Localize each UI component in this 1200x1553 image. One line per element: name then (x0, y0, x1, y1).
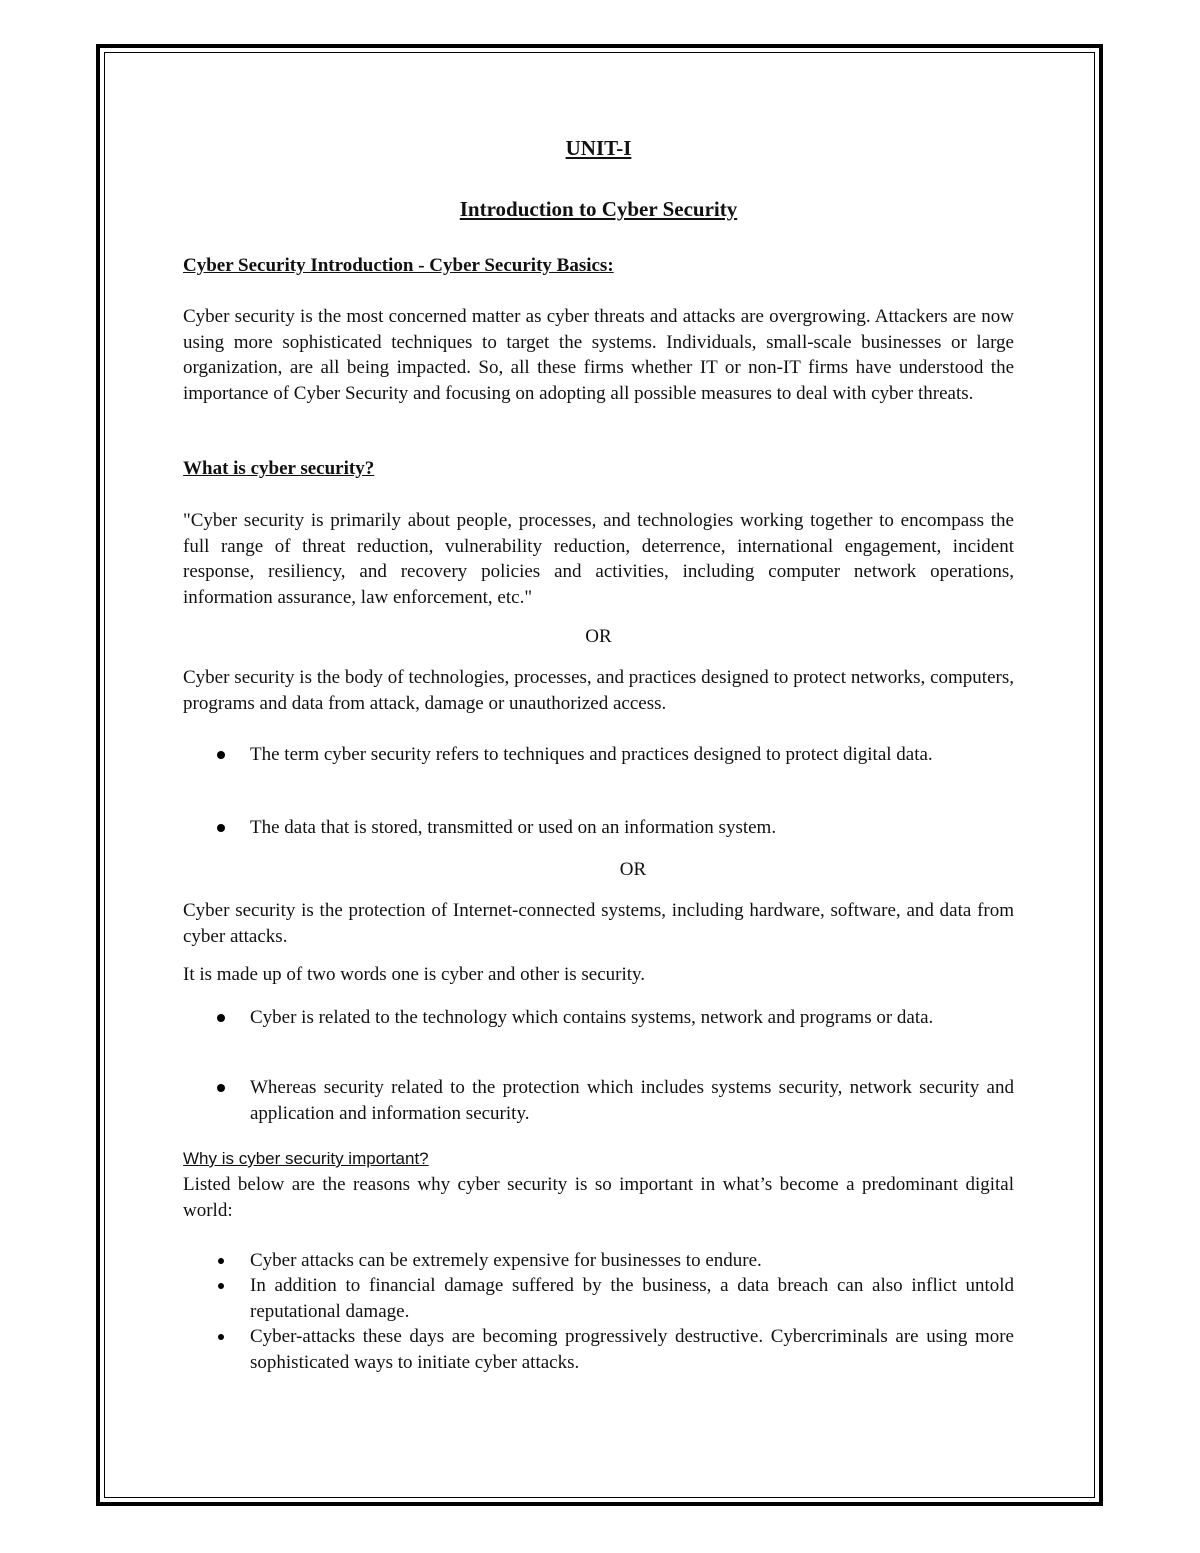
list-item: Cyber attacks can be extremely expensive for businesses to endure. (250, 1248, 1014, 1274)
bullet-icon (217, 1084, 225, 1092)
definition-paragraph-2: Cyber security is the body of technologies, processes, and practices designed to protect networks, computers, programs and data from attack, damage or unauthorized access. (183, 667, 1014, 714)
list-item: Cyber-attacks these days are becoming progressively destructive. Cybercriminals are using more sophisticated ways to initiate cyber attacks. (250, 1324, 1014, 1375)
list-item: The data that is stored, transmitted or used on an information system. (250, 815, 1014, 841)
section-heading-why: Why is cyber security important? (183, 1149, 429, 1168)
bullet-icon (217, 1014, 225, 1022)
two-words-paragraph: It is made up of two words one is cyber and other is security. (183, 964, 646, 985)
bullet-icon (217, 751, 225, 759)
or-separator-2: OR (619, 859, 647, 880)
definition-quote: "Cyber security is primarily about people, processes, and technologies working together to encompass the full range of threat reduction, vulnerability reduction, deterrence, international engagement, incident response, resiliency, and recovery policies and activities, including computer network operations, information assurance, law enforcement, etc." (183, 510, 1014, 608)
list-item: In addition to financial damage suffered by the business, a data breach can also inflict untold reputational damage. (250, 1273, 1014, 1324)
list-item: Whereas security related to the protection which includes systems security, network security and application and information security. (250, 1075, 1014, 1126)
list-item: The term cyber security refers to techniques and practices designed to protect digital data. (250, 742, 1014, 768)
or-separator-1: OR (585, 626, 612, 647)
definition-paragraph-3: Cyber security is the protection of Internet-connected systems, including hardware, software, and data from cyber attacks. (183, 900, 1014, 947)
why-intro-paragraph: Listed below are the reasons why cyber security is so important in what’s become a predominant digital world: (183, 1174, 1014, 1221)
document-title: Introduction to Cyber Security (459, 197, 738, 221)
section-heading-what-is: What is cyber security? (183, 458, 375, 479)
bullet-icon (218, 1334, 224, 1340)
bullet-icon (218, 1258, 224, 1264)
bullet-icon (217, 824, 225, 832)
intro-paragraph: Cyber security is the most concerned matter as cyber threats and attacks are overgrowing. Attackers are now using more sophisticated techniques to target the systems. Individuals, small-scale businesses or large organization, are all being impacted. So, all these firms whether IT or non-IT firms have understood the importance of Cyber Security and focusing on adopting all possible measures to deal with cyber threats. (183, 306, 1014, 404)
list-item: Cyber is related to the technology which contains systems, network and programs or data. (250, 1005, 1014, 1031)
bullet-icon (218, 1283, 224, 1289)
unit-title: UNIT-I (565, 136, 632, 160)
section-heading-basics: Cyber Security Introduction - Cyber Security Basics: (183, 255, 614, 276)
